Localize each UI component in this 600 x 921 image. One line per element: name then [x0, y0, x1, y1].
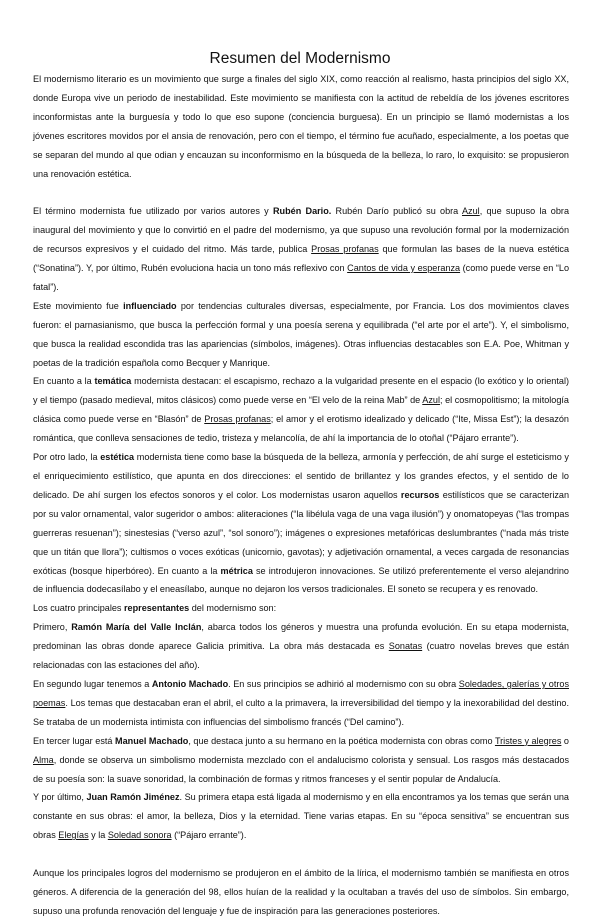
- work-title: Alma: [33, 754, 54, 765]
- bold-term: métrica: [220, 565, 253, 576]
- bold-term: temática: [94, 376, 132, 387]
- text-run: estilísticos que se caracterizan por su valor ornamental, valor sugeridor o ambos: aliteraciones (“la libélula vaga de una vaga ilusión”) y onomatopeyas (“las trompas guerreras resuenan”); sinestesias (“verso azul”, “sol sonoro”); imágenes o expresiones metafóricas deslumbrantes (“nada más triste que un titán que llora”); cultismos o voces exóticas (unicornio, gavotas); y adjetivación ornamental, a veces cargada de resonancias exóticas (bosque hiperbóreo). En cuanto a la: [33, 489, 570, 576]
- text-run: . En sus principios se adhirió al modernismo con su obra: [228, 678, 459, 689]
- work-title: Soledad sonora: [107, 830, 172, 841]
- work-title: Prosas profanas: [311, 244, 379, 255]
- paragraph: [33, 788, 569, 845]
- work-title: Azul: [461, 206, 480, 217]
- text-run: (como puede verse en “Lo fatal”).: [33, 263, 569, 292]
- text-run: Este movimiento fue: [33, 300, 124, 311]
- text-run: , donde se observa un simbolismo modernista mezclado con el andalucismo colorista y sensual. Los rasgos más destacados de su poesía son: la suave sonoridad, la combinación de formas y ritmos franceses y el sentir popular de Andalucía.: [33, 754, 569, 784]
- bold-term: influenciado: [123, 300, 177, 311]
- paragraph: [33, 70, 569, 183]
- bold-term: representantes: [124, 603, 190, 614]
- text-run: , que supuso la obra inaugural del movimiento y que lo convirtió en el padre del modernismo, ya que supuso una revolución formal por la modernización de recursos expresivos y el cuidado del ritmo. Más tarde, publica: [33, 206, 570, 255]
- text-run: del modernismo son:: [189, 603, 277, 614]
- paragraph: [33, 732, 569, 789]
- bold-term: Ramón María del Valle Inclán: [71, 622, 202, 633]
- bold-term: Manuel Machado: [115, 735, 189, 746]
- text-run: En cuanto a la: [33, 376, 95, 387]
- text-run: En tercer lugar está: [33, 735, 116, 746]
- text-run: Aunque los principales logros del modernismo se produjeron en el ámbito de la lírica, el modernismo también se manifiesta en otros géneros. A diferencia de la generación del 98, ellos huían de la realidad y la ocultaban a través del uso de símbolos. Sin embargo, supuso una profunda renovación del lenguaje y fue de inspiración para las generaciones posteriores.: [33, 868, 569, 916]
- work-title: Soledades, galerías y otros poemas: [33, 678, 569, 708]
- text-run: modernista tiene como base la búsqueda de la belleza, armonía y perfección, de ahí surge el esteticismo y el enriquecimiento estilístico, que apunta en dos direcciones: el sentido de brillantez y los grandes efectos, y el sentido de lo delicado. De ahí surgen los efectos sonoros y el color. Los modernistas usaron aquellos: [33, 452, 569, 500]
- document-body: [33, 70, 569, 921]
- paragraph: [33, 599, 569, 618]
- text-run: modernista destacan: el escapismo, rechazo a la vulgaridad presente en el espacio (lo exótico y lo oriental) y el tiempo (pasado medieval, mitos clásicos) como puede verse en “El velo de la reina Mab” de: [33, 376, 569, 406]
- work-title: Cantos de vida y esperanza: [347, 263, 461, 274]
- paragraph: [33, 675, 569, 732]
- paragraph: [33, 864, 569, 921]
- work-title: Tristes y alegres: [494, 735, 562, 746]
- text-run: Y por último,: [33, 792, 87, 803]
- paragraph: [33, 618, 569, 675]
- text-run: . Su primera etapa está ligada al modernismo y en ella encontramos ya los temas que serán una constante en sus obras: el amor, la belleza, Dios y la eternidad. Tiene varias etapas. En su “época sensitiva” se encuentran sus obras: [33, 792, 569, 841]
- document-title: Resumen del Modernismo: [209, 50, 391, 67]
- text-run: y la: [88, 830, 108, 841]
- text-run: Primero,: [33, 622, 72, 633]
- work-title: Sonatas: [388, 641, 423, 652]
- text-run: o: [561, 735, 569, 746]
- bold-term: estética: [100, 452, 135, 463]
- text-run: ; el amor y el erotismo idealizado y delicado (“Ite, Missa Est”); la desazón romántica, que conlleva sensaciones de tedio, tristeza y melancolía, de ahí la importancia de lo otoñal (“Pájaro errante”).: [33, 414, 569, 444]
- paragraph: [33, 297, 569, 373]
- text-run: Por otro lado, la: [33, 452, 101, 463]
- work-title: Elegías: [58, 830, 89, 841]
- paragraph: [33, 448, 569, 599]
- bold-term: recursos: [400, 489, 440, 500]
- text-run: (cuatro novelas breves que están relacionadas con las estaciones del año).: [33, 641, 570, 671]
- text-run: El modernismo literario es un movimiento que surge a finales del siglo XIX, como reacción al realismo, hasta principios del siglo XX, donde Europa vive un periodo de inestabilidad. Este movimiento se manifiesta con la actitud de rebeldía de los jóvenes escritores inconformistas ante la burguesía y todo lo que eso supone (conciencia burguesa). En un principio se llamó modernistas a los jóvenes escritores movidos por el ansia de renovación, pero con el tiempo, el término fue acuñado, especialmente, a los poetas que se separan del mundo al que odian y encauzan su inconformismo en la búsqueda de la belleza, lo raro, lo exquisito: se propusieron una renovación estética.: [33, 74, 569, 179]
- paragraph: [33, 202, 569, 297]
- work-title: Azul: [422, 395, 440, 406]
- text-run: ; el cosmopolitismo; la mitología clásica como puede verse en “Blasón” de: [33, 395, 569, 425]
- text-run: En segundo lugar tenemos a: [33, 678, 152, 689]
- bold-term: Antonio Machado: [151, 678, 229, 689]
- text-run: se introdujeron innovaciones. Se utilizó preferentemente el verso alejandrino de influencia dodecasílabo y el eneasílabo, aunque no dejaron los versos tradicionales. El soneto se recupera y es renovado.: [33, 565, 569, 595]
- text-run: Los cuatro principales: [33, 603, 124, 614]
- text-run: que formulan las bases de la nueva estética (“Sonatina”). Y, por último, Rubén evoluciona hacia un tono más reflexivo con: [33, 244, 570, 274]
- text-run: . Los temas que destacaban eran el abril, el culto a la primavera, la irreversibilidad del tiempo y la inexorabilidad del destino. Se trataba de un modernista intimista con influencias del simbolismo francés (“Del camino”).: [33, 697, 569, 727]
- paragraph: [33, 372, 569, 448]
- text-run: , que destaca junto a su hermano en la poética modernista con obras como: [188, 735, 495, 746]
- text-run: Rubén Darío publicó su obra: [331, 206, 462, 217]
- text-run: (“Pájaro errante”).: [171, 830, 247, 841]
- bold-term: Rubén Dario.: [272, 206, 332, 217]
- work-title: Prosas profanas: [204, 414, 271, 425]
- text-run: por tendencias culturales diversas, especialmente, por Francia. Los dos movimientos claves fueron: el parnasianismo, que busca la perfección formal y una poesía serena y equilibrada (“el arte por el arte”). Y, el simbolismo, que busca la realidad escondida tras las apariencias (símbolos, imágenes). Otras influencias destacables son E.A. Poe, Whitman y poetas de la tradición española como Becquer y Manrique.: [33, 300, 569, 368]
- bold-term: Juan Ramón Jiménez: [86, 792, 180, 803]
- text-run: , abarca todos los géneros y muestra una profunda evolución. En su etapa modernista, predominan las obras donde aparece Galicia primitiva. La obra más destacada es: [33, 622, 569, 652]
- text-run: El término modernista fue utilizado por varios autores y: [33, 206, 273, 217]
